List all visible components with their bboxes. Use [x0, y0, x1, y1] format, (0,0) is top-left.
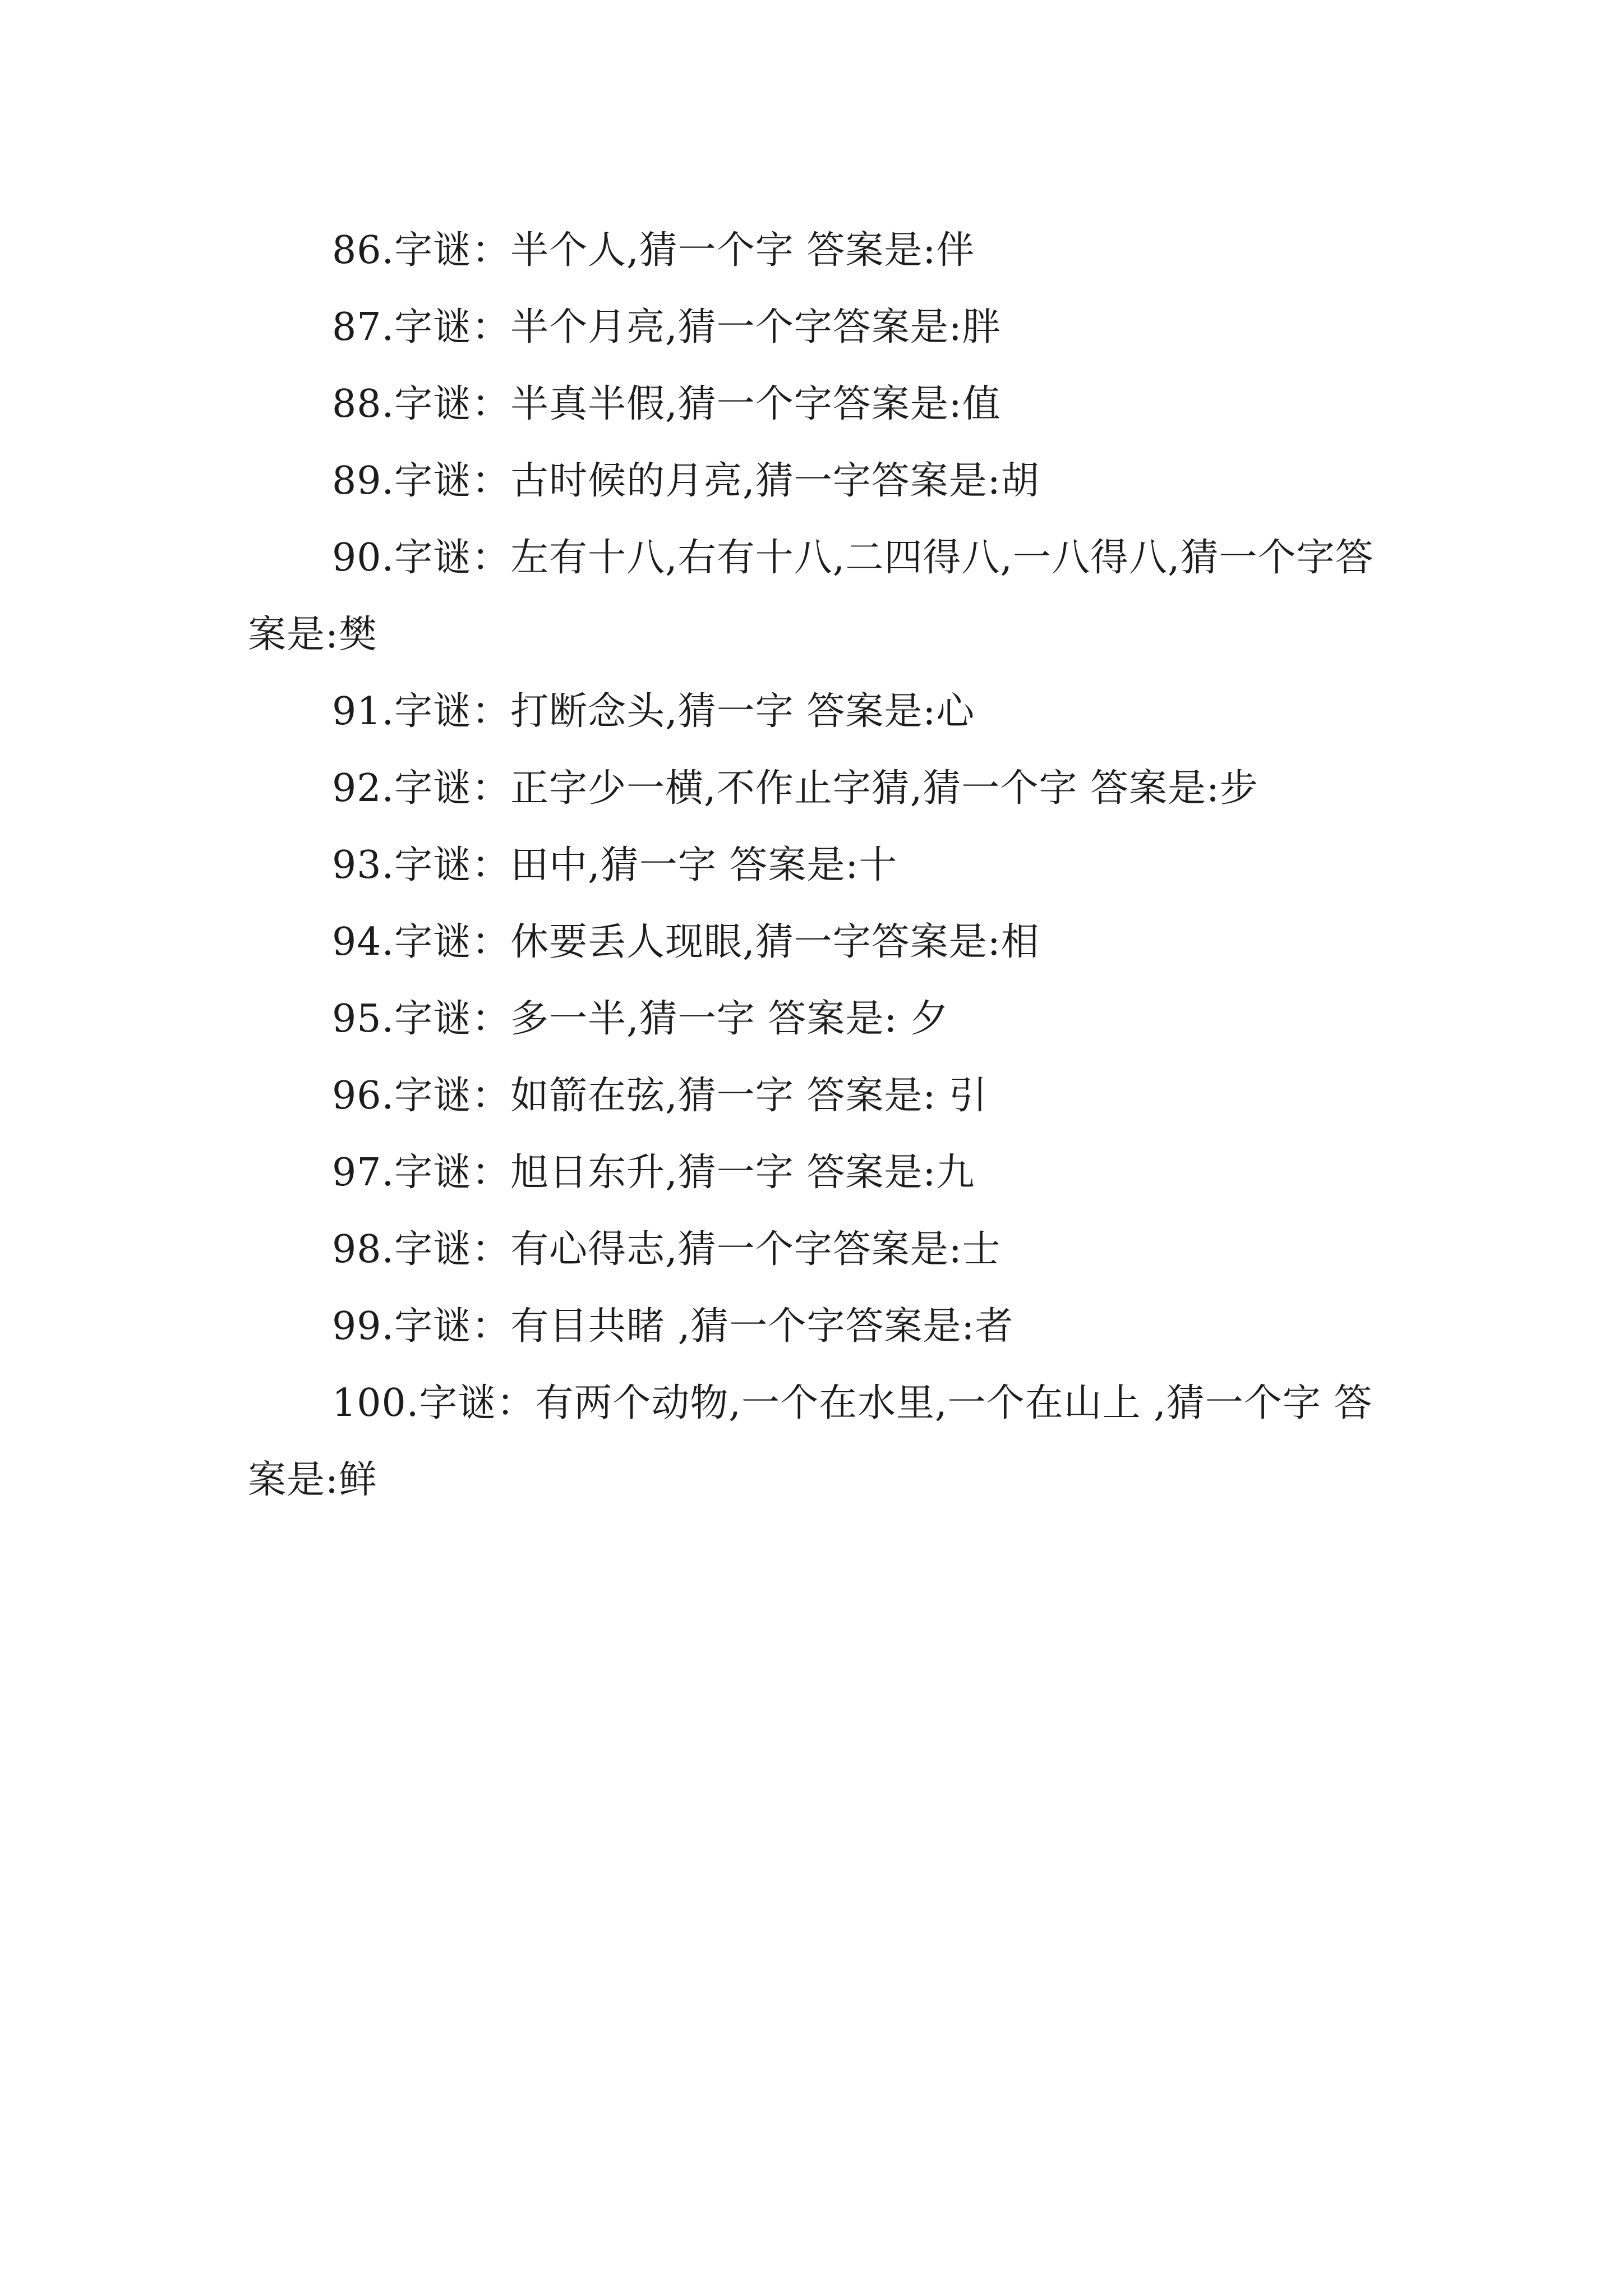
- riddle-95: 95.字谜：多一半,猜一字 答案是: 夕: [332, 997, 949, 1041]
- riddle-86: 86.字谜：半个人,猜一个字 答案是:伴: [332, 228, 975, 273]
- riddle-88: 88.字谜：半真半假,猜一个字答案是:值: [332, 382, 1001, 426]
- riddle-93: 93.字谜：田中,猜一字 答案是:十: [332, 843, 898, 887]
- riddle-100: 100.字谜：有两个动物,一个在水里,一个在山上 ,猜一个字 答案是:鲜: [248, 1381, 1373, 1502]
- riddle-87: 87.字谜：半个月亮,猜一个字答案是:胖: [332, 305, 1001, 349]
- riddle-91: 91.字谜：打断念头,猜一字 答案是:心: [332, 689, 975, 734]
- riddle-96: 96.字谜：如箭在弦,猜一字 答案是: 引: [332, 1074, 988, 1118]
- riddle-92: 92.字谜：正字少一横,不作止字猜,猜一个字 答案是:步: [332, 766, 1258, 811]
- riddle-list: [248, 212, 1386, 1519]
- riddle-99: 99.字谜：有目共睹 ,猜一个字答案是:者: [332, 1304, 1014, 1349]
- riddle-98: 98.字谜：有心得志,猜一个字答案是:士: [332, 1227, 1001, 1272]
- riddle-94: 94.字谜：休要丢人现眼,猜一字答案是:相: [332, 920, 1040, 964]
- riddle-97: 97.字谜：旭日东升,猜一字 答案是:九: [332, 1151, 975, 1195]
- riddle-89: 89.字谜：古时候的月亮,猜一字答案是:胡: [332, 459, 1040, 503]
- riddle-90: 90.字谜：左有十八,右有十八,二四得八,一八得八,猜一个字答案是:樊: [248, 536, 1374, 657]
